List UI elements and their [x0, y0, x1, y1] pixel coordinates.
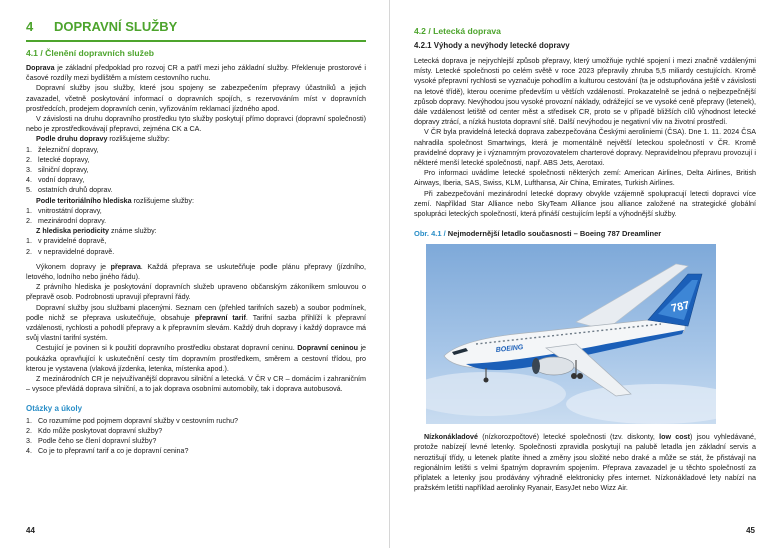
list-item: 4. vodní dopravy, — [26, 176, 85, 185]
periodicity-list — [26, 236, 366, 256]
left-page — [0, 0, 389, 548]
question-item: 4. Co je to přepravní tarif a co je dopravní cenina? — [26, 447, 189, 456]
paragraph: Letecká doprava je nejrychlejší způsob přepravy, který umožňuje rychlé spojení i mezi značně vzdálenými místy. Letecké společnosti po celém světě v roce 2023 přepravily zhruba 5,5 miliardy cestujících. Kromě vysoké přepravní rychlosti se vyznačuje pohodlím a kulturou cestování (ta je odstupňována ještě v závislosti na letové třídě), kterou ocenime především u větších vzdáleností. Prokazatelně se jedná o nejbezpečnější způsob dopravy. Nevýhodou jsou vysoké provozní náklady, odrážející se ve vysoké ceně přepravy (letenek), dále vzdálenost letiště od center měst a středisek CR, proto se v případě bližších cílů výhodnost letecké dopravy ztrácí, a nízká hustota dopravní sítě. Další nevýhodou je negativní vliv na životní prostředí. — [414, 57, 756, 127]
chapter-title: DOPRAVNÍ SLUŽBY — [54, 19, 178, 34]
list-heading-territorial: Podle teritoriálního hlediska rozlišujeme služby: — [36, 196, 194, 205]
right-column — [414, 16, 756, 493]
paragraph: Cestující je povinen si k použití dopravního prostředku obstarat dopravní ceninu. Dopravní ceninou je poukázka opravňující k uskutečnění cesty tím dopravním prostředkem, směrem a cestovní třídou, pro kterou je vystavena (vlaková jízdenka, letenka, místenka apod.). — [26, 344, 366, 373]
list-item: 5. ostatních druhů doprav. — [26, 186, 113, 195]
paragraph: Nízkonákladové (nízkorozpočtové) letecké společnosti (tzv. diskonty, low cost) jsou vyhledávané, protože nabízejí levné letenky. Společnosti zpravidla poskytují na palubě letadla jen základní servis a neroztišují třídy, u letenek platíte ihned a změny jsou složité nebo draké a může se stát, že přistávají na regionálním letišti s velmi špatným dopravním spojením. Přeprava zavazadel je u těchto společností za příplatek a letenky jsou prodávány výhradně elektronicky přes internet. Nízkonákladové lety nabízí na pražském letišti například aerolinky Ryanair, EasyJet nebo Wizz Air. — [414, 433, 756, 493]
paragraph: V závislosti na druhu dopravního prostředku tyto služby poskytují přímo dopravci (dopravní společnosti) nebo je zprostředkovávají přepravci, zejména CK a CA. — [26, 115, 366, 134]
section-title-4-2: 4.2 / Letecká doprava — [414, 26, 501, 36]
page-number: 44 — [26, 526, 35, 535]
questions-title: Otázky a úkoly — [26, 403, 83, 413]
paragraph: Dopravní služby jsou službami placenými. Seznam cen (přehled tarifních sazeb) a soubor podmínek, podle nichž se přeprava uskutečňuje, obsahuje přepravní tarif. Tarifní sazba přihlíží k přepravní vzdálenosti, rychlosti a pohodlí přepravy a k přepravním slevám. Každý druh dopravy i každý dopravce má svůj vlastní tarifní systém. — [26, 303, 366, 343]
chapter-number: 4 — [26, 19, 34, 34]
paragraph: Z mezinárodních CR je nejvužívanější dopravou silniční a letecká. V ČR v CR – domácím i zahraničním – vysoce převládá doprava silniční, a to jak doprava osobními automobily, tak i doprava autobusová. — [26, 375, 366, 394]
right-page — [390, 0, 779, 548]
paragraph: V ČR byla pravidelná letecká doprava zabezpečována Českými aeroliniemi (ČSA). Dne 1. 11. 2024 ČSA nahradila společnost Smartwings, která je momentálně největší leteckou společností v ČR. Kromě pravidelné dopravy je i významným provozovatelem charterové dopravy. Nepravidelnou přepravu provozují i některé menší letecké společnosti, např. ABS Jets, Aerotaxi. — [414, 128, 756, 168]
list-item: 3. silniční dopravy, — [26, 166, 89, 175]
question-item: 1. Co rozumíme pod pojmem dopravní služby v cestovním ruchu? — [26, 416, 239, 425]
list-item: 1. vnitrostátní dopravy, — [26, 206, 102, 215]
paragraph: Výkonem dopravy je přeprava. Každá přeprava se uskutečňuje podle plánu přepravy (jízdního, letového, lodního nebo jiného řádu). — [26, 262, 366, 282]
list-item: 1. v pravidelné dopravě, — [26, 237, 107, 246]
page-number: 45 — [746, 526, 755, 535]
left-column — [26, 16, 366, 456]
tail-number-text: 787 — [670, 299, 691, 316]
questions-list — [26, 416, 366, 457]
airplane-illustration — [426, 244, 716, 424]
list-heading-kind: Podle druhu dopravy rozlišujeme služby: — [36, 135, 170, 144]
territorial-list — [26, 206, 366, 226]
question-item: 3. Podle čeho se člení dopravní služby? — [26, 436, 157, 445]
list-item: 2. letecké dopravy, — [26, 155, 90, 164]
list-item: 2. v nepravidelné dopravě. — [26, 247, 115, 256]
list-heading-periodicity: Z hlediska periodicity známe služby: — [36, 227, 157, 236]
chapter-header — [26, 16, 366, 42]
kind-list — [26, 145, 366, 196]
section-title-4-1: 4.1 / Členění dopravních služeb — [26, 48, 154, 58]
figure-caption: Obr. 4.1 / Nejmodernější letadlo současnosti – Boeing 787 Dreamliner — [414, 229, 662, 239]
list-item: 2. mezinárodní dopravy. — [26, 217, 107, 226]
paragraph: Při zabezpečování mezinárodní letecké dopravy obvykle vzájemně spolupracují letecti dopravci více zemí. Například Star Alliance nebo SkyTeam Alliance jsou alliance založené na strategické globální spolupráci leteckých společností, která přináší cestujícím lepší a výhodnější služby. — [414, 189, 756, 219]
question-item: 2. Kdo může poskytovat dopravní služby? — [26, 426, 163, 435]
subsection-title: 4.2.1 Výhody a nevýhody letecké dopravy — [414, 41, 570, 50]
list-item: 1. železniční dopravy, — [26, 145, 99, 154]
paragraph: Doprava je základní předpoklad pro rozvoj CR a patří mezi jeho základní služby. Překlenuje prostorové i časové rozdíly mezi bydlištěm a místem cestovního ruchu. — [26, 64, 366, 83]
paragraph: Z právního hlediska je poskytování dopravních služeb upraveno občanským zákoníkem smlouvou o přepravě osob. Podrobnosti upravují přepravní řády. — [26, 283, 366, 302]
fuselage-text: BOEING — [495, 344, 524, 355]
paragraph: Pro informaci uvádíme letecké společnosti některých zemí: American Airlines, Delta Airlines, British Airways, Iberia, SAS, Swiss, KLM, Lufthansa, Air China, Emirates, Turkish Airlines. — [414, 169, 756, 188]
dreamliner-photo — [426, 244, 716, 424]
paragraph: Dopravní služby jsou služby, které jsou spojeny se zabezpečením přepravy účastníků a jejich zavazadel, včetně poskytování informací o dopravních spojích, s rezervováním míst v dopravních prostředcích, prodejem dopravních cenin, vyřizováním reklamací jízdného apod. — [26, 84, 366, 113]
